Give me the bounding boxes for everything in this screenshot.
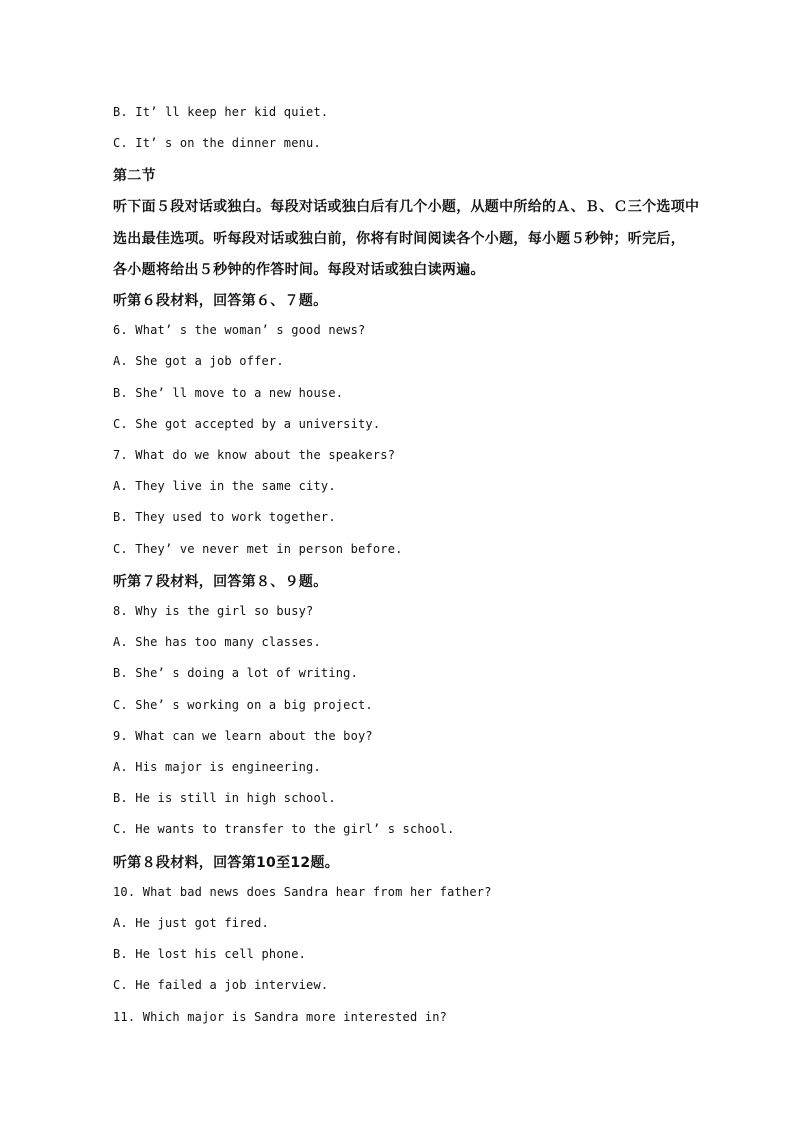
instructions-line-2: 选出最佳选项。听每段对话或独白前，你将有时间阅读各个小题，每小题５秒钟；听完后， [113,231,685,247]
question-6: 6. What’ s the woman’ s good news? [113,323,366,337]
option-10b: B. He lost his cell phone. [113,947,307,961]
instructions-line-3: 各小题将给出５秒钟的作答时间。每段对话或独白读两遍。 [113,262,485,278]
option-8c: C. She’ s working on a big project. [113,698,373,712]
option-8a: A. She has too many classes. [113,635,321,649]
option-6a: A. She got a job offer. [113,354,284,368]
option-8b: B. She’ s doing a lot of writing. [113,666,359,680]
option-6b: B. She’ ll move to a new house. [113,386,344,400]
option-7c: C. They’ ve never met in person before. [113,542,403,556]
material-7-heading: 听第７段材料，回答第８、９题。 [113,574,328,590]
question-10: 10. What bad news does Sandra hear from her father? [113,885,492,899]
option-7b: B. They used to work together. [113,510,336,524]
option-9c: C. He wants to transfer to the girl’ s school. [113,822,455,836]
question-8: 8. Why is the girl so busy? [113,604,314,618]
question-9: 9. What can we learn about the boy? [113,729,373,743]
option-10a: A. He just got fired. [113,916,269,930]
option-9b: B. He is still in high school. [113,791,336,805]
material-8-heading: 听第８段材料，回答第10至12题。 [113,855,340,871]
option-10c: C. He failed a job interview. [113,978,329,992]
section-heading: 第二节 [113,168,156,184]
option-6c: C. She got accepted by a university. [113,417,381,431]
question-7: 7. What do we know about the speakers? [113,448,396,462]
material-6-heading: 听第６段材料，回答第６、７题。 [113,293,328,309]
instructions-line-1: 听下面５段对话或独白。每段对话或独白后有几个小题，从题中所给的Ａ、Ｂ、Ｃ三个选项中 [113,199,700,215]
option-9a: A. His major is engineering. [113,760,321,774]
option-5c: C. It’ s on the dinner menu. [113,136,321,150]
option-7a: A. They live in the same city. [113,479,336,493]
option-5b: B. It’ ll keep her kid quiet. [113,105,329,119]
question-11: 11. Which major is Sandra more interested in? [113,1010,448,1024]
